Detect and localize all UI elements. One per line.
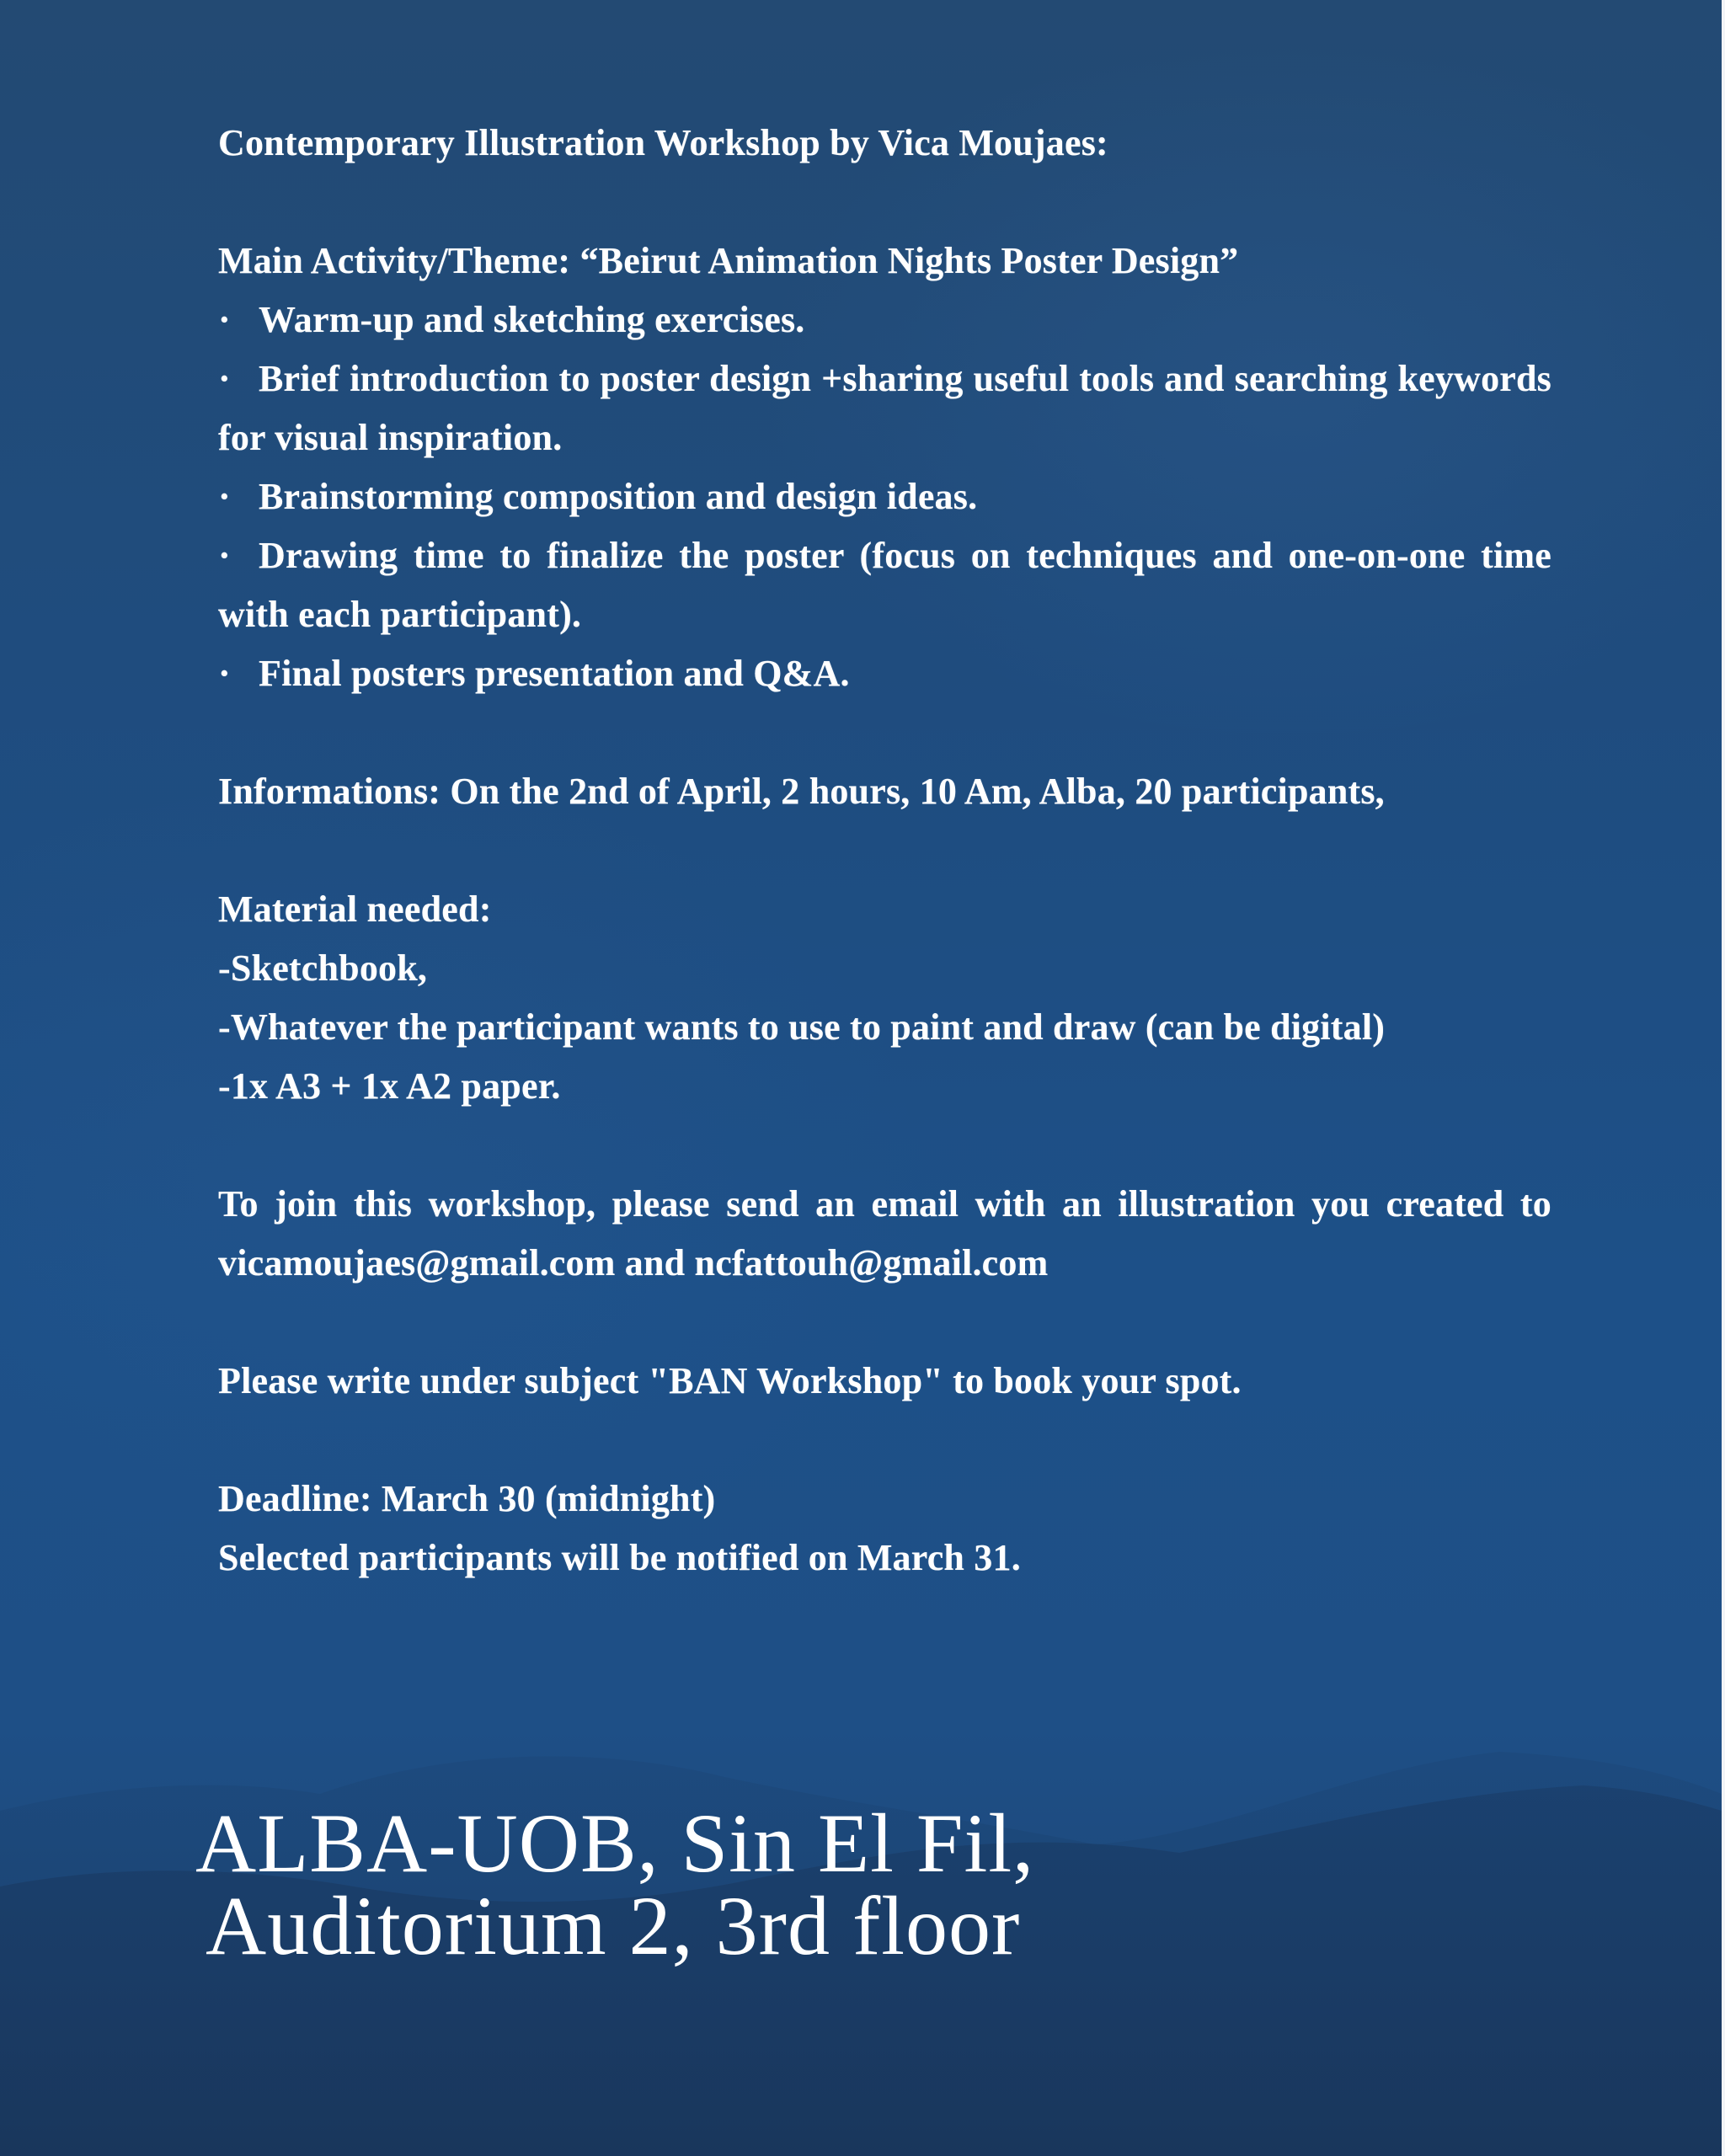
bullet-icon: ·	[218, 476, 231, 517]
venue-block	[195, 1796, 1035, 1972]
bullet-icon: ·	[218, 358, 231, 399]
informations-text: Informations: On the 2nd of April, 2 hours, 10 Am, Alba, 20 participants,	[218, 771, 1385, 812]
activity-item: · Final posters presentation and Q&A.	[218, 644, 1551, 703]
bullet-icon: ·	[218, 535, 231, 576]
activity-item: · Drawing time to finalize the poster (focus on techniques and one-on-one time with each participant).	[218, 526, 1551, 644]
activity-item: · Warm-up and sketching exercises.	[218, 291, 1551, 350]
material-item: -1x A3 + 1x A2 paper.	[218, 1065, 561, 1107]
poster-body	[218, 114, 1551, 1588]
material-item: -Sketchbook,	[218, 947, 428, 989]
venue-line-1: ALBA-UOB, Sin El Fil,	[195, 1796, 1035, 1890]
material-heading: Material needed:	[218, 889, 492, 930]
main-activity: Main Activity/Theme: “Beirut Animation Nights Poster Design”	[218, 240, 1239, 281]
poster-title: Contemporary Illustration Workshop by Vica Moujaes:	[218, 122, 1108, 163]
bullet-icon: ·	[218, 299, 231, 340]
activity-item: · Brief introduction to poster design +sharing useful tools and searching keywords for visual inspiration.	[218, 350, 1551, 467]
material-item: -Whatever the participant wants to use to paint and draw (can be digital)	[218, 1006, 1386, 1048]
notification-text: Selected participants will be notified on March 31.	[218, 1537, 1021, 1578]
venue-line-2: Auditorium 2, 3rd floor	[206, 1879, 1021, 1972]
bullet-icon: ·	[218, 653, 231, 694]
activity-item: · Brainstorming composition and design ideas.	[218, 467, 1551, 526]
subject-instructions: Please write under subject "BAN Workshop" to book your spot.	[218, 1360, 1242, 1401]
join-instructions: To join this workshop, please send an email with an illustration you created to vicamoujaes@gmail.com and ncfattouh@gmail.com	[218, 1183, 1551, 1283]
deadline-text: Deadline: March 30 (midnight)	[218, 1478, 716, 1519]
right-edge-border	[1722, 0, 1725, 2156]
